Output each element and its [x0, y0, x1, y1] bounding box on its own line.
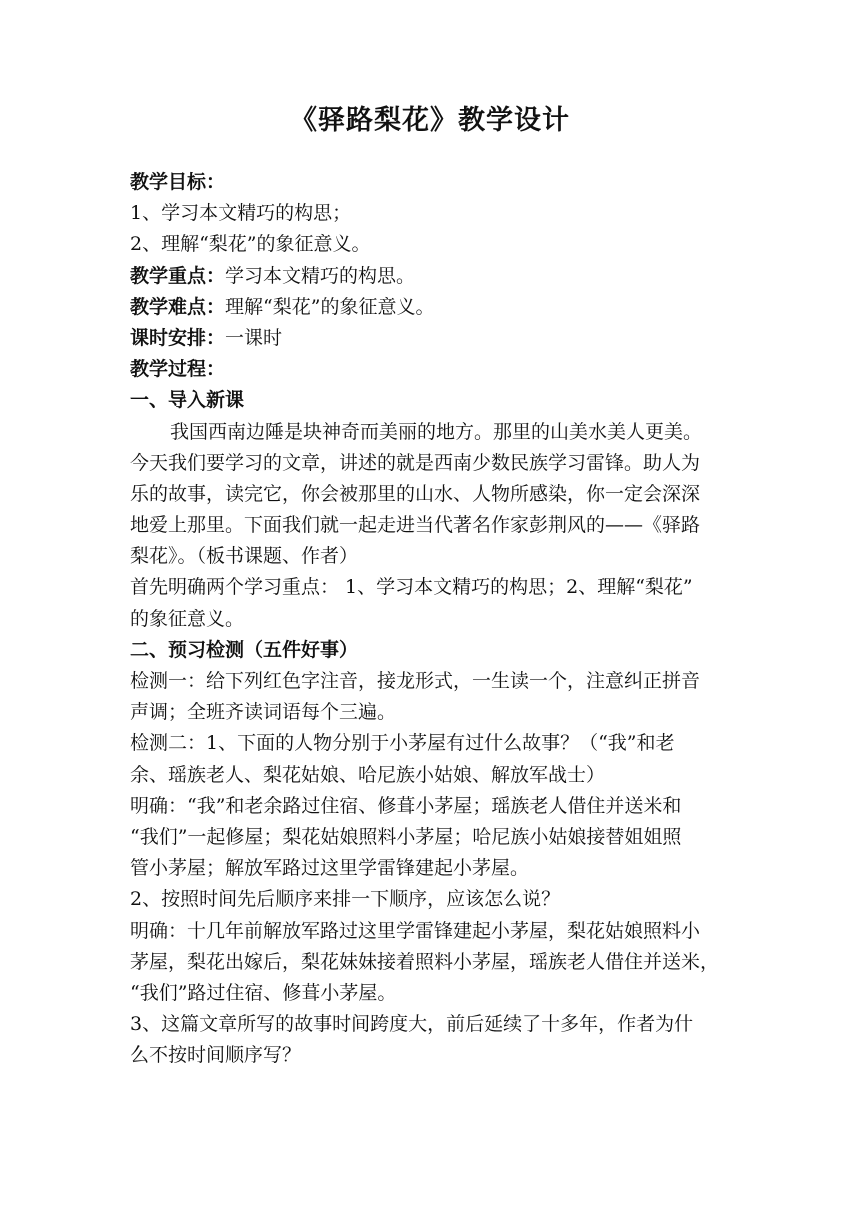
- paragraph-line: 余、瑶族老人、梨花姑娘、哈尼族小姑娘、解放军战士）: [130, 763, 606, 786]
- paragraph-line: 梨花》。（板书课题、作者）: [130, 545, 359, 568]
- paragraph-line: 明确：“我”和老余路过住宿、修葺小茅屋；瑶族老人借住并送米和: [130, 794, 682, 817]
- paragraph-line: 么不按时间顺序写？: [130, 1044, 302, 1067]
- paragraph-line: 明确：十几年前解放军路过这里学雷锋建起小茅屋，梨花姑娘照料小: [130, 919, 701, 942]
- paragraph-line: 声调；全班齐读词语每个三遍。: [130, 701, 397, 724]
- paragraph-line: 地爱上那里。下面我们就一起走进当代著名作家彭荆风的——《驿路: [130, 514, 701, 537]
- paragraph-line: 检测一：给下列红色字注音，接龙形式，一生读一个，注意纠正拼音: [130, 670, 701, 692]
- paragraph-line: 的象征意义。: [130, 607, 245, 630]
- paragraph-line: 乐的故事，读完它，你会被那里的山水、人物所感染，你一定会深深: [130, 482, 701, 505]
- difficult-point-line: [130, 292, 730, 323]
- paragraph-line: 今天我们要学习的文章，讲述的就是西南少数民族学习雷锋。助人为: [130, 451, 701, 474]
- paragraph-line: 管小茅屋；解放军路过这里学雷锋建起小茅屋。: [130, 857, 530, 880]
- document-body: [130, 167, 730, 1071]
- paragraph-line: 2、按照时间先后顺序来排一下顺序，应该怎么说？: [130, 888, 561, 911]
- key-point-label: 教学重点：: [130, 264, 226, 287]
- difficult-point-label: 教学难点：: [130, 295, 226, 318]
- process-heading: 教学过程：: [130, 358, 226, 381]
- document-title: 《驿路梨花》教学设计: [290, 105, 570, 136]
- paragraph-line: 我国西南边陲是块神奇而美丽的地方。那里的山美水美人更美。: [170, 420, 703, 443]
- key-point-line: [130, 261, 730, 292]
- paragraph-line: 检测二：1、下面的人物分别于小茅屋有过什么故事？（“我”和老: [130, 732, 675, 755]
- key-point-text: 学习本文精巧的构思。: [225, 264, 416, 287]
- paragraph-line: “我们”路过住宿、修葺小茅屋。: [130, 981, 397, 1004]
- schedule-label: 课时安排：: [130, 326, 226, 349]
- paragraph-line: “我们”一起修屋；梨花姑娘照料小茅屋；哈尼族小姑娘接替姐姐照: [130, 825, 682, 848]
- section2-heading: 二、预习检测（五件好事）: [130, 638, 359, 661]
- difficult-point-text: 理解“梨花”的象征意义。: [225, 295, 435, 318]
- section1-heading: 一、导入新课: [130, 389, 245, 412]
- paragraph-line: 茅屋，梨花出嫁后，梨花妹妹接着照料小茅屋，瑶族老人借住并送米，: [130, 950, 720, 973]
- paragraph-line: 首先明确两个学习重点： 1、学习本文精巧的构思；2、理解“梨花”: [130, 576, 693, 599]
- objectives-heading: 教学目标：: [130, 171, 226, 193]
- schedule-text: 一课时: [225, 326, 283, 349]
- objective-item: 2、理解“梨花”的象征意义。: [130, 233, 371, 256]
- schedule-line: [130, 323, 730, 354]
- paragraph-line: 3、这篇文章所写的故事时间跨度大，前后延续了十多年，作者为什: [130, 1013, 694, 1036]
- objective-item: 1、学习本文精巧的构思；: [130, 202, 352, 225]
